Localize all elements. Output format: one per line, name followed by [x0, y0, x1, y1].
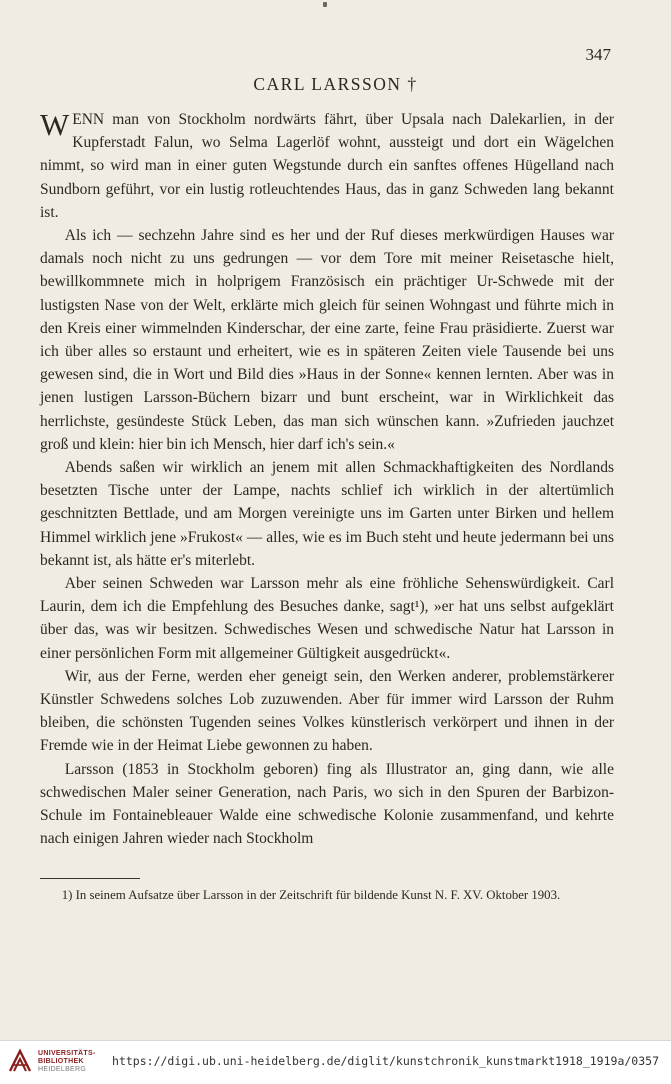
paragraph-5: Wir, aus der Ferne, werden eher geneigt sein, den Werken anderer, problemstärkerer Künstler Schwedens solches Lob zuzuwenden. Aber für immer wird Larsson der Ruhm bleiben, die schönsten Tugenden seines Volkes künstlerisch verkörpert und ihnen in der Fremde wie in der Heimat Liebe gewonnen zu haben. [40, 667, 614, 755]
page-number: 347 [585, 45, 611, 64]
university-library-logo-icon[interactable] [6, 1047, 34, 1075]
paragraph-2: Als ich — sechzehn Jahre sind es her und der Ruf dieses merkwürdigen Hauses war damals noch nicht zu uns gedrungen — vor dem Tore mit meiner Reisetasche hielt, bewillkommnete mich in holprigem Französisch ein prächtiger Ur-Schwede mit der lustigsten Nase von der Welt, erklärte mich gleich für seinen Wohngast und führte mich in den Kreis einer wimmelnden Kinderschar, der eine zarte, feine Frau präsidierte. Zuerst war ich über alles so erstaunt und erheitert, wie es in späteren Zeiten viele Tausende bei uns gewesen sind, die in Wort und Bild dies »Haus in der Sonne« kennen lernten. Aber was in jenen lustigen Larsson-Büchern bizarr und bunt erscheint, war in Wirklichkeit das herrlichste, gesündeste Stück Leben, das man sich wünschen kann. »Zufrieden jauchzet groß und klein: hier bin ich Mensch, hier darf ich's sein.« [40, 227, 614, 453]
library-name-line: HEIDELBERG [38, 1066, 87, 1073]
drop-cap: W [40, 107, 70, 142]
paragraph-1 [40, 108, 614, 224]
print-speck [323, 2, 327, 7]
paragraph-6: Larsson (1853 in Stockholm geboren) fing als Illustrator an, ging dann, wie alle schwedischen Maler seiner Generation, nach Paris, wo sich in den Spuren der Barbizon-Schule im Fontainebleauer Walde eine schwedische Kolonie zusammenfand, und kehrte nach einigen Jahren wieder nach Stockholm [40, 760, 614, 848]
paragraph-4: Aber seinen Schweden war Larsson mehr als eine fröhliche Sehenswürdigkeit. Carl Laurin, dem ich die Empfehlung des Besuches danke, sagt¹), »er hat uns selbst aufgeklärt über das, was wir besitzen. Schwedisches Wesen und schwedische Natur hat Larsson in einer persönlichen Form mit allgemeiner Gültigkeit ausgedrückt«. [40, 575, 614, 662]
article-body [40, 108, 614, 851]
footnote-divider [40, 878, 140, 879]
footnote: 1) In seinem Aufsatze über Larsson in der Zeitschrift für bildende Kunst N. F. XV. Oktober 1903. [61, 888, 561, 902]
viewer-footer [0, 1040, 671, 1084]
article-title: CARL LARSSON † [253, 74, 418, 94]
source-url-link[interactable]: https://digi.ub.uni-heidelberg.de/diglit/kunstchronik_kunstmarkt1918_1919a/0357 [112, 1054, 659, 1068]
library-name [38, 1050, 96, 1074]
library-name-line: UNIVERSITÄTS- [38, 1050, 96, 1057]
paragraph-text: ENN man von Stockholm nordwärts fährt, über Upsala nach Dalekarlien, in der Kupferstadt Falun, wo Selma Lagerlöf wohnt, aussteigt und dort ein Wägelchen nimmt, so wird man in einer guten Wegstunde durch ein sanftes offenes Hügelland nach Sundborn geführt, vor ein lustig rotleuchtendes Haus, das in ganz Schweden lang bekannt ist. [40, 111, 614, 221]
paragraph-3: Abends saßen wir wirklich an jenem mit allen Schmackhaftigkeiten des Nordlands besetzten Tische unter der Lampe, nachts schlief ich wirklich in der altertümlich geschnitzten Bettlade, und am Morgen vereinigte uns im Garten unter Birken und hellem Himmel wirklich jene »Frukost« — alles, wie es im Buch steht und heute jedermann bei uns bekannt ist, als hätte er's miterlebt. [40, 459, 614, 569]
library-name-line: BIBLIOTHEK [38, 1058, 84, 1065]
